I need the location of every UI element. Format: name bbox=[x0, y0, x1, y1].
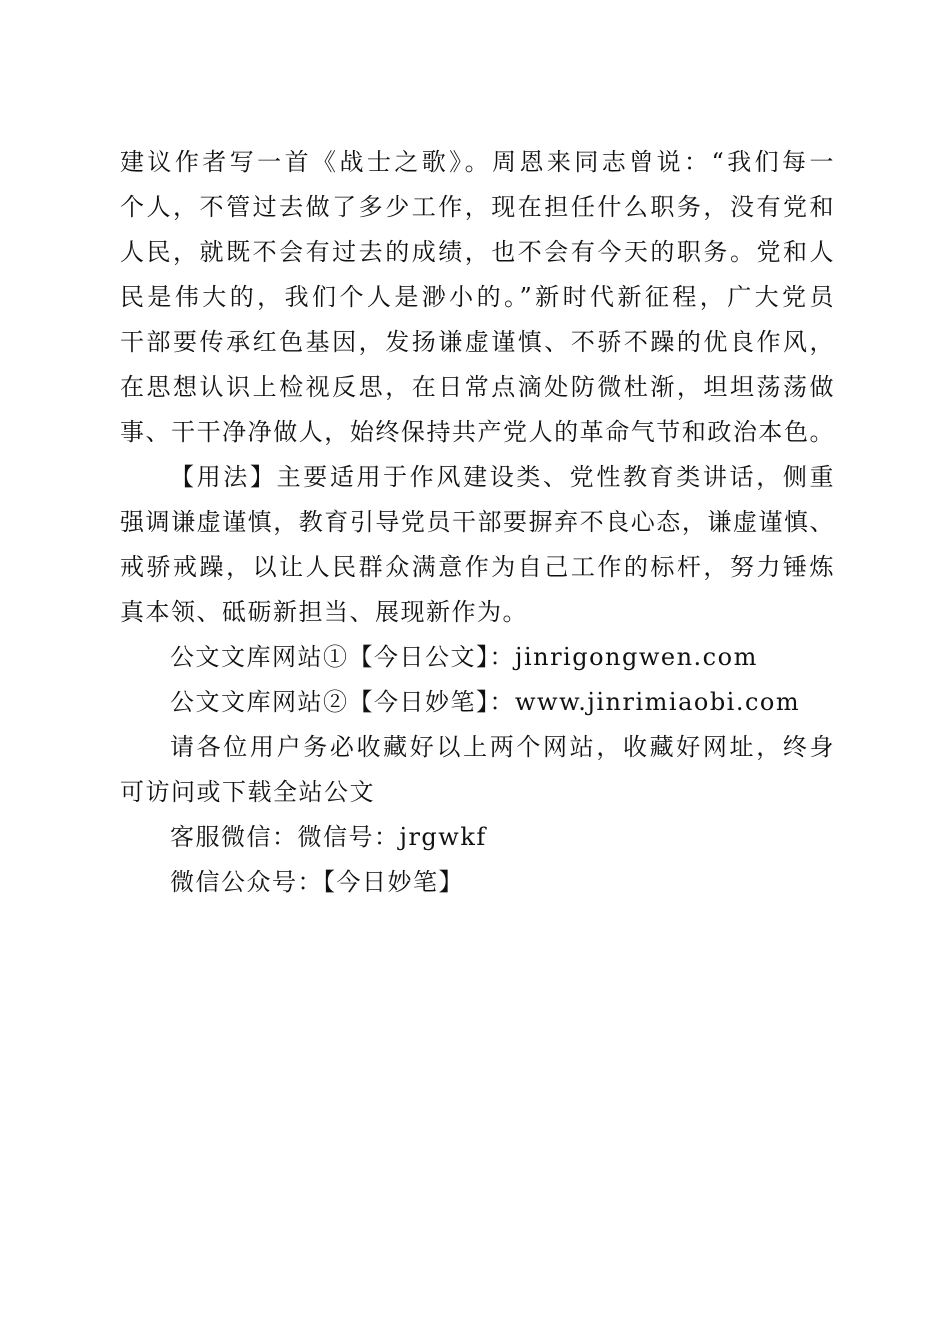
body-line: 人民，就既不会有过去的成绩，也不会有今天的职务。党和人 bbox=[120, 238, 835, 266]
body-line: 事、干干净净做人，始终保持共产党人的革命气节和政治本色。 bbox=[120, 418, 835, 446]
body-line: 建议作者写一首《战士之歌》。周恩来同志曾说：“我们每一 bbox=[120, 148, 835, 176]
customer-service-line: 客服微信：微信号：jrgwkf bbox=[170, 823, 487, 851]
body-line: 民是伟大的，我们个人是渺小的。”新时代新征程，广大党员 bbox=[120, 283, 835, 311]
website-line-1: 公文文库网站①【今日公文】：jinrigongwen.com bbox=[170, 643, 758, 671]
body-line: 个人，不管过去做了多少工作，现在担任什么职务，没有党和 bbox=[120, 193, 835, 221]
document-body bbox=[120, 140, 835, 905]
body-line: 干部要传承红色基因，发扬谦虚谨慎、不骄不躁的优良作风， bbox=[120, 328, 835, 356]
notice-line: 请各位用户务必收藏好以上两个网站，收藏好网址，终身 bbox=[170, 733, 835, 761]
notice-line: 可访问或下载全站公文 bbox=[120, 778, 375, 806]
official-account-line: 微信公众号：【今日妙笔】 bbox=[170, 868, 464, 896]
usage-paragraph-line: 强调谦虚谨慎，教育引导党员干部要摒弃不良心态，谦虚谨慎、 bbox=[120, 508, 835, 536]
body-line: 在思想认识上检视反思，在日常点滴处防微杜渐，坦坦荡荡做 bbox=[120, 373, 835, 401]
usage-paragraph-line: 真本领、砥砺新担当、展现新作为。 bbox=[120, 598, 528, 626]
website-line-2: 公文文库网站②【今日妙笔】：www.jinrimiaobi.com bbox=[170, 688, 801, 716]
usage-paragraph-line: 戒骄戒躁，以让人民群众满意作为自己工作的标杆，努力锤炼 bbox=[120, 553, 835, 581]
usage-paragraph-line: 【用法】主要适用于作风建设类、党性教育类讲话，侧重 bbox=[170, 463, 835, 491]
